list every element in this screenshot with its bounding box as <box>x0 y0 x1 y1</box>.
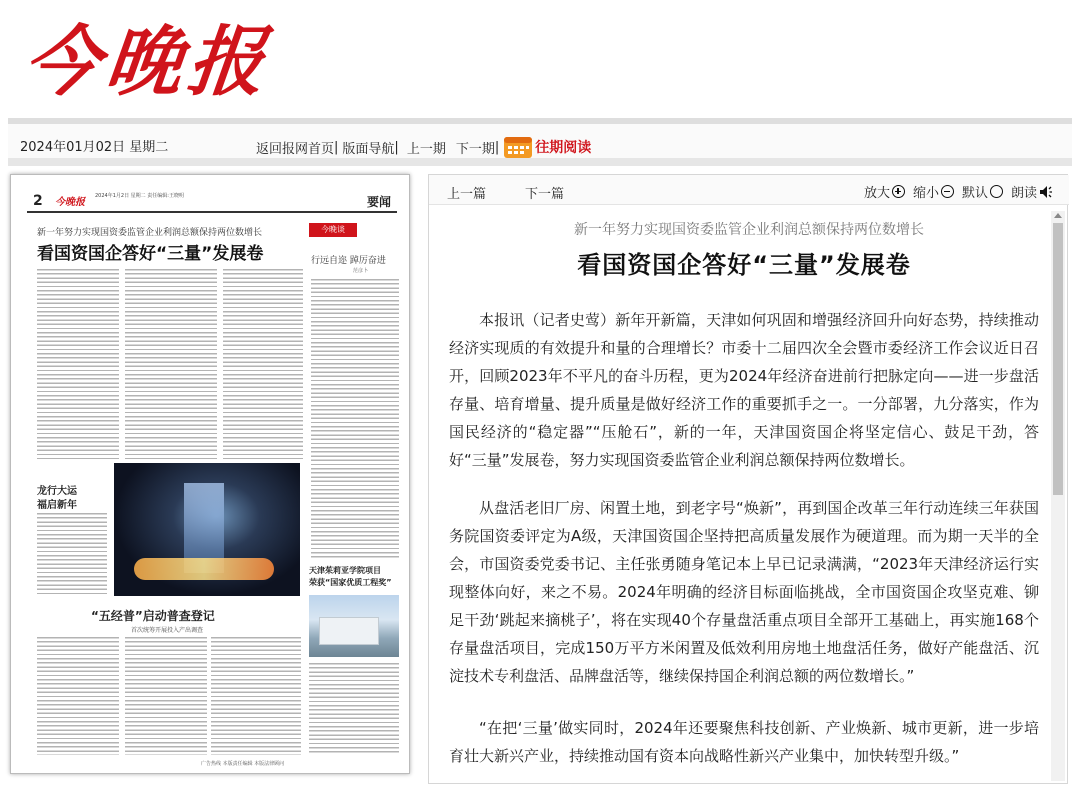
text-block <box>37 269 119 459</box>
text-block <box>311 279 399 559</box>
dragon-lantern <box>134 558 274 580</box>
calendar-icon[interactable] <box>503 135 533 159</box>
text-block <box>223 269 303 459</box>
bottom-subtitle: 首次统筹开展投入产出调查 <box>131 627 204 634</box>
article-paragraph: 本报讯（记者史莺）新年开新篇，天津如何巩固和增强经济回升向好态势，持续推动经济实现质的有效提升和量的合理增长？市委十二届四次全会暨市委经济工作会议近日召开，回顾2023年不平凡的奋斗历程，更为2024年经济奋进前行把脉定向——进一步盘活存量、培育增量、提升质量是做好经济工作的重要抓手之一。一分部署，九分落实，作为国民经济的“稳定器”“压舱石”，新的一年，天津国资国企将坚定信心、鼓足干劲，答好“三量”发展卷，努力实现国资委监管企业利润总额保持两位数增长。 <box>449 311 1039 469</box>
zoom-in-icon[interactable] <box>892 185 905 198</box>
article-title: 看国资国企答好“三量”发展卷 <box>577 251 911 279</box>
article-content <box>449 219 1039 785</box>
text-block <box>37 637 119 755</box>
page-number: 2 <box>33 193 43 209</box>
zoom-out-icon[interactable] <box>941 185 954 198</box>
text-block <box>37 513 107 597</box>
bottom-headline[interactable]: “五经普”启动普查登记 <box>91 609 215 623</box>
column-title[interactable]: 行远自迩 踔厉奋进 <box>311 256 386 266</box>
article-toolbar <box>429 175 1069 205</box>
article-subtitle: 新一年努力实现国资委监管企业利润总额保持两位数增长 <box>574 222 924 238</box>
page-footer: 广告热线 本版责任编辑 本版法律顾问 <box>201 761 285 767</box>
reading-tools <box>864 182 1053 201</box>
section-nav-link[interactable]: 版面导航 <box>342 141 395 157</box>
text-block <box>125 269 217 459</box>
nav-separator: | <box>394 139 399 155</box>
zoom-in-label[interactable]: 放大 <box>863 186 890 201</box>
newspaper-page-thumbnail[interactable] <box>10 174 410 774</box>
nav-separator: | <box>334 139 339 155</box>
prev-article-link[interactable]: 上一篇 <box>447 187 487 202</box>
issue-nav <box>256 135 591 159</box>
right-story-title[interactable]: 天津茱莉亚学院项目 荣获“国家优质工程奖” <box>309 566 392 587</box>
page-logo: 今晚报 <box>55 197 85 208</box>
scroll-thumb[interactable] <box>1053 223 1063 495</box>
next-article-link[interactable]: 下一篇 <box>525 187 565 202</box>
building-shape <box>319 617 379 645</box>
nav-separator: | <box>494 139 500 155</box>
page-date: 2024年1月2日 星期二 责任编辑:王晓明 <box>95 193 184 199</box>
campus-photo[interactable] <box>309 595 399 657</box>
page-header <box>27 191 397 213</box>
zoom-out-label[interactable]: 缩小 <box>912 186 939 201</box>
issue-date: 2024年01月02日 星期二 <box>20 140 169 155</box>
page-section: 要闻 <box>366 195 391 209</box>
text-block <box>125 637 207 755</box>
masthead <box>0 0 1080 118</box>
thumb-subtitle: 新一年努力实现国资委监管企业利润总额保持两位数增长 <box>37 228 263 238</box>
scroll-up-arrow[interactable] <box>1054 213 1062 218</box>
top-nav-bar <box>8 118 1072 166</box>
next-issue-link[interactable]: 下一期 <box>455 141 495 157</box>
text-block <box>211 637 301 755</box>
article-paragraph: “在把‘三量’做实同时，2024年还要聚焦科技创新、产业焕新、城市更新，进一步培育壮大新兴产业，持续推动国有资本向战略性新兴产业集中，加快转型升级。” <box>449 719 1039 765</box>
column-badge: 今晚谈 <box>309 223 357 237</box>
article-paragraph: 从盘活老旧厂房、闲置土地，到老字号“焕新”，再到国企改革三年行动连续三年获国务院国资委评定为A级，天津国资国企坚持把高质量发展作为硬道理。而为期一天半的全会，市国资委党委书记、主任张勇随身笔记本上早已记录满满，“2023年天津经济运行实现整体向好，来之不易。2024年明确的经济目标面临挑战，全市国资国企攻坚克难、铆足干劲‘跳起来摘桃子’，将在实现40个存量盘活重点项目全部开工基础上，再实施168个存量盘活项目，完成150万平方米闲置及低效利用房地土地盘活任务，做好产能盘活、沉淀技术专利盘活、品牌盘活等，继续保持国企利润总额的两位数增长。” <box>449 499 1039 685</box>
thumb-headline[interactable]: 看国资国企答好“三量”发展卷 <box>37 244 264 264</box>
speaker-icon[interactable] <box>1039 185 1053 199</box>
read-aloud-label[interactable]: 朗读 <box>1010 186 1037 201</box>
article-scrollbar[interactable] <box>1051 211 1065 781</box>
column-author: 范彦卜 <box>353 268 369 274</box>
night-lights-photo[interactable] <box>114 463 300 596</box>
default-size-label[interactable]: 默认 <box>961 186 988 201</box>
photo-caption-title[interactable]: 龙行大运 福启新年 <box>37 486 77 511</box>
home-link[interactable]: 返回报网首页 <box>256 141 335 157</box>
past-issues-link[interactable]: 往期阅读 <box>535 140 592 156</box>
default-size-icon[interactable] <box>990 185 1003 198</box>
prev-issue-link[interactable]: 上一期 <box>406 141 446 157</box>
newspaper-logo[interactable]: 今晚报 <box>19 17 275 106</box>
article-panel <box>428 174 1068 784</box>
text-block <box>309 663 399 755</box>
